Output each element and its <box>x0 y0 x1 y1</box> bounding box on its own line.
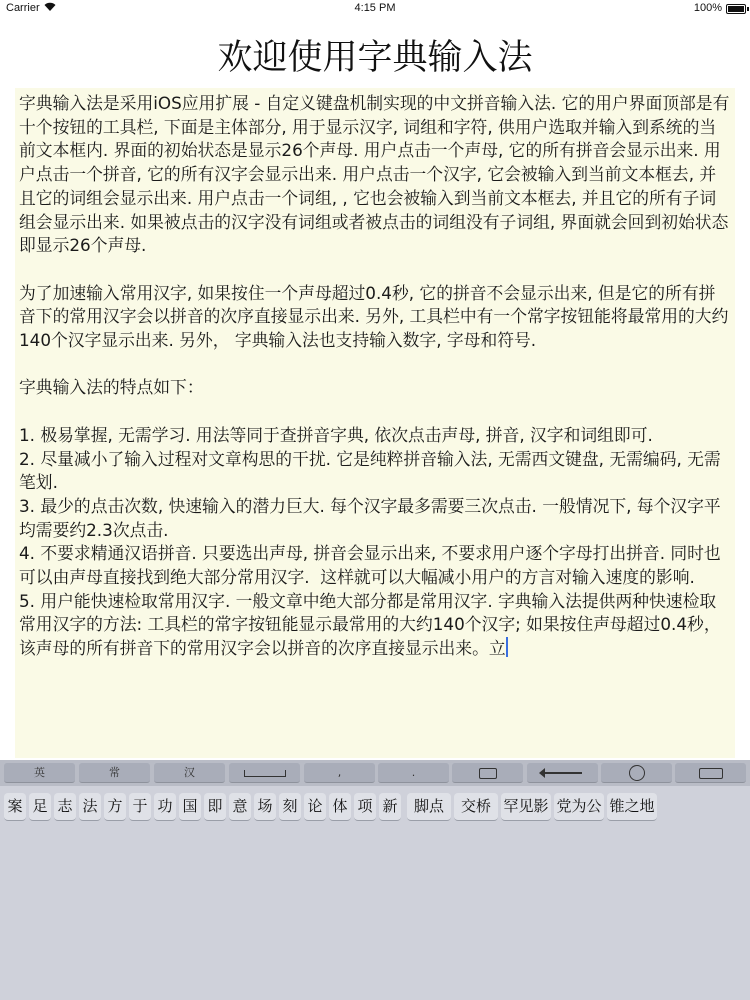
paragraph-text: 字典输入法是采用iOS应用扩展 - 自定义键盘机制实现的中文拼音输入法. 它的用户界面顶部是有十个按钮的工具栏, 下面是主体部分, 用于显示汉字, 词组和字符, 供用户选取并输入到系统的当前文本框内. 界面的初始状态是显示26个声母. 用户点击一个声母, 它的所有拼音会显示出来. 用户点击一个拼音, 它的所有汉字会显示出来. 用户点击一个汉字, 它会被输入到当前文本框去, 并且它的词组会显示出来. 用户点击一个词组, , 它也会被输入到当前文本框去, 并且它的所有子词组会显示出来. 如果被点击的汉字没有词组或者被点击的词组没有子词组, 界面就会回到初始状态即显示26个声母. <box>19 93 730 256</box>
candidate-key[interactable]: 场 <box>254 793 276 821</box>
candidate-key[interactable]: 功 <box>154 793 176 821</box>
candidate-key[interactable]: 方 <box>104 793 126 821</box>
toolbar-key-label: 汉 <box>184 766 195 779</box>
toolbar-key-label: , <box>337 766 342 779</box>
custom-keyboard <box>0 760 750 1000</box>
candidate-key[interactable]: 论 <box>304 793 326 821</box>
common-chars-key[interactable] <box>79 763 150 783</box>
text-paragraph <box>19 590 731 661</box>
battery-percent: 100% <box>693 2 722 14</box>
text-paragraph <box>19 282 731 353</box>
status-time: 4:15 PM <box>354 2 396 14</box>
candidate-key[interactable]: 案 <box>4 793 26 821</box>
candidate-key[interactable]: 罕见影 <box>501 793 551 821</box>
text-caret <box>506 637 508 657</box>
text-view[interactable] <box>15 88 735 758</box>
keyboard-dismiss-icon <box>699 768 723 779</box>
candidate-key[interactable]: 体 <box>329 793 351 821</box>
candidate-key[interactable]: 足 <box>29 793 51 821</box>
return-arrow-icon <box>544 772 582 774</box>
return-key[interactable] <box>527 763 598 783</box>
candidate-key[interactable]: 即 <box>204 793 226 821</box>
text-paragraph <box>19 424 731 448</box>
candidate-key[interactable]: 于 <box>129 793 151 821</box>
blank-line <box>19 353 731 377</box>
text-paragraph <box>19 495 731 542</box>
keyboard-toolbar <box>0 760 750 786</box>
toolbar-key-label: 英 <box>34 766 45 779</box>
battery-nub <box>747 7 749 11</box>
candidate-key[interactable]: 刻 <box>279 793 301 821</box>
text-paragraph <box>19 92 731 258</box>
candidate-key[interactable]: 交桥 <box>454 793 498 821</box>
delete-key[interactable] <box>452 763 523 783</box>
paragraph-text: 4. 不要求精通汉语拼音. 只要选出声母, 拼音会显示出来, 不要求用户逐个字母打出拼音. 同时也可以由声母直接找到绝大部分常用汉字. 这样就可以大幅减小用户的方言对输入速度的影响. <box>19 543 721 588</box>
text-paragraph <box>19 448 731 495</box>
paragraph-text: 为了加速输入常用汉字, 如果按住一个声母超过0.4秒, 它的拼音不会显示出来, 但是它的所有拼音下的常用汉字会以拼音的次序直接显示出来. 另外, 工具栏中有一个常字按钮能将最常用的大约140个汉字显示出来. 另外， 字典输入法也支持输入数字, 字母和符号. <box>19 282 729 351</box>
paragraph-text: 5. 用户能快速检取常用汉字. 一般文章中绝大部分都是常用汉字. 字典输入法提供两种快速检取常用汉字的方法: 工具栏的常字按钮能显示最常用的大约140个汉字; 如果按住声母超过0.4秒，该声母的所有拼音下的常用汉字会以拼音的次序直接显示出来。立 <box>19 590 721 659</box>
globe-key[interactable] <box>601 763 672 783</box>
english-key[interactable] <box>4 763 75 783</box>
delete-icon <box>479 768 497 779</box>
chinese-key[interactable] <box>154 763 225 783</box>
page-title: 欢迎使用字典输入法 <box>217 38 533 78</box>
candidate-key[interactable]: 国 <box>179 793 201 821</box>
period-key[interactable] <box>378 763 449 783</box>
candidate-key[interactable]: 法 <box>79 793 101 821</box>
text-paragraph <box>19 542 731 589</box>
candidate-key[interactable]: 锥之地 <box>607 793 657 821</box>
candidate-key[interactable]: 脚点 <box>407 793 451 821</box>
paragraph-text: 1. 极易掌握, 无需学习. 用法等同于查拼音字典, 依次点击声母, 拼音, 汉字和词组即可. <box>19 424 653 445</box>
paragraph-text: 2. 尽量减小了输入过程对文章构思的干扰. 它是纯粹拼音输入法, 无需西文键盘, 无需编码, 无需笔划. <box>19 448 721 493</box>
candidate-key[interactable]: 志 <box>54 793 76 821</box>
carrier-label: Carrier <box>6 2 40 14</box>
candidate-key[interactable]: 意 <box>229 793 251 821</box>
candidate-key[interactable]: 党为公 <box>554 793 604 821</box>
paragraph-text: 3. 最少的点击次数, 快速输入的潜力巨大. 每个汉字最多需要三次点击. 一般情况下, 每个汉字平均需要约2.3次点击. <box>19 495 721 540</box>
comma-key[interactable] <box>304 763 375 783</box>
candidate-key[interactable]: 项 <box>354 793 376 821</box>
dismiss-keyboard-key[interactable] <box>675 763 746 783</box>
paragraph-text: 字典输入法的特点如下： <box>19 377 204 398</box>
globe-icon <box>629 765 645 781</box>
toolbar-key-label: . <box>411 766 416 779</box>
space-icon <box>244 770 286 777</box>
toolbar-key-label: 常 <box>109 766 120 779</box>
space-key[interactable] <box>229 763 300 783</box>
blank-line <box>19 400 731 424</box>
battery-icon <box>726 4 746 14</box>
status-bar <box>0 0 750 16</box>
blank-line <box>19 258 731 282</box>
text-paragraph <box>19 376 731 400</box>
candidate-key[interactable]: 新 <box>379 793 401 821</box>
